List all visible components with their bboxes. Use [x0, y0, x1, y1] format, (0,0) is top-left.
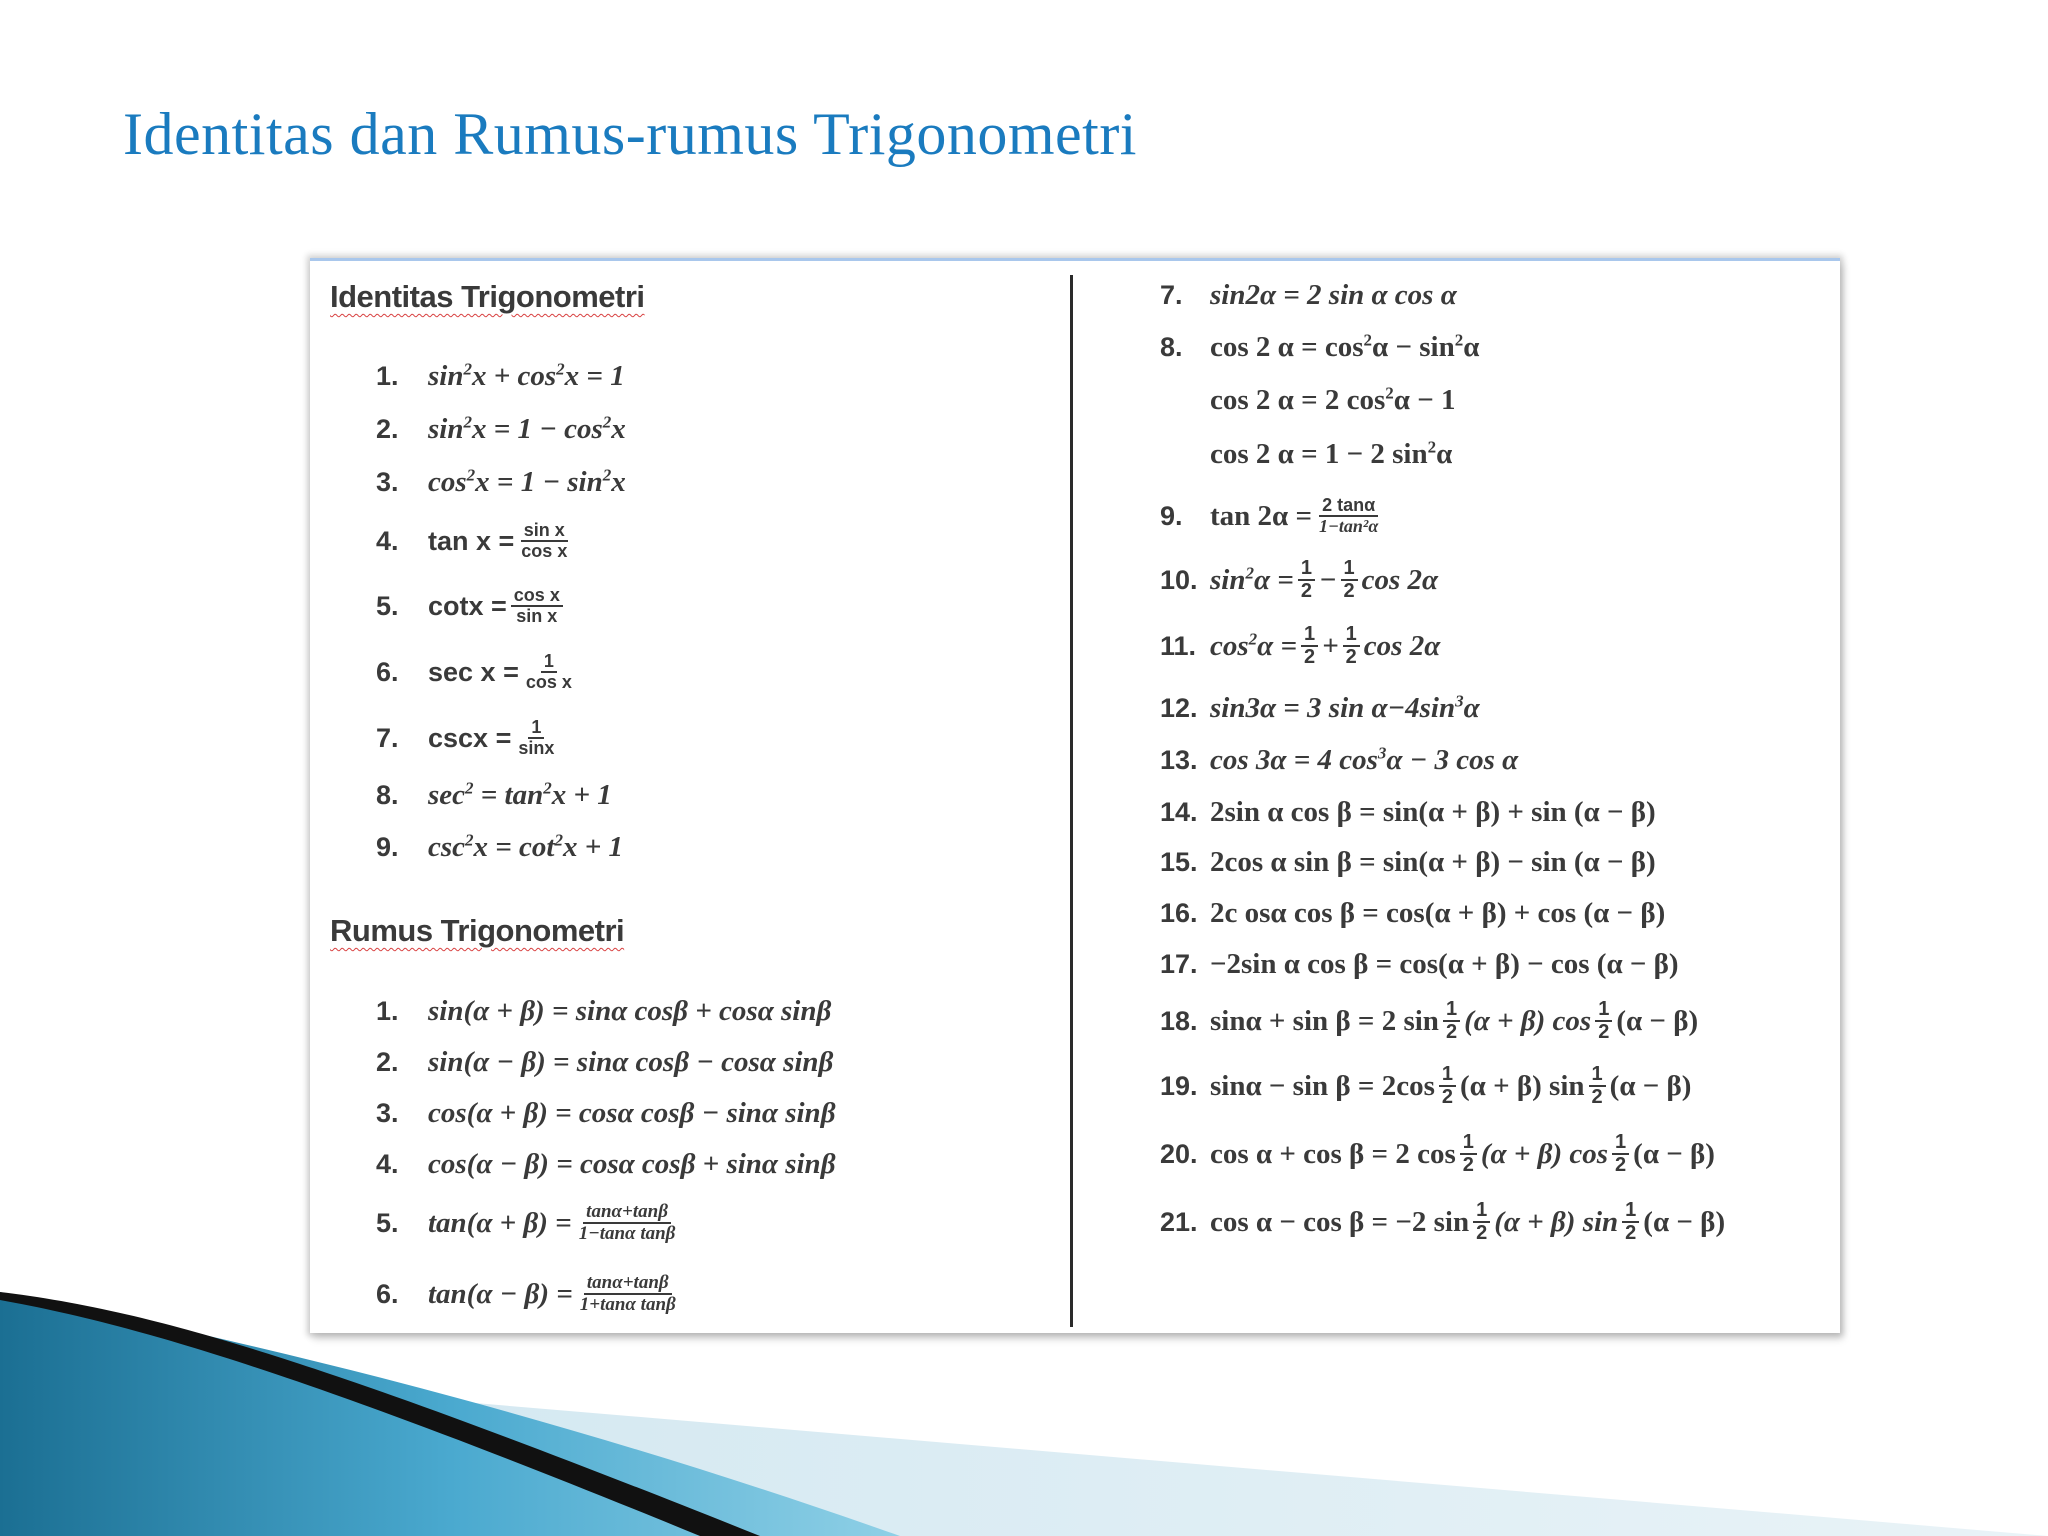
identity-number: 1.: [376, 360, 399, 391]
formula-sheet: [310, 258, 1840, 1333]
identity-8: 8. $\sec^2 = \tan^2x + 1$: [376, 777, 612, 811]
rumus-7: 7. sin2α = 2 sin α cos α: [1160, 278, 1457, 311]
identity-4: 4. tan x = $\frac{\text{sin x}}{\text{cos x}}$: [376, 520, 568, 561]
identity-7: 7. cscx = $\frac{1}{\sin x}$: [376, 717, 555, 758]
identity-6: 6. sec x = $\frac{1}{\text{cos x}}$: [376, 651, 572, 692]
rumus-9: 9. tan 2α = $\frac{2 \tan\alpha}{\text{1−tan²α}}$: [1160, 495, 1379, 536]
column-divider: [1070, 275, 1073, 1327]
rumus-19: 19. sinα − sin β = 2cos $\frac{1}{2}$ (α + β) sin $\frac{1}{2}$ (α − β): [1160, 1063, 1692, 1108]
rumus-21: 21. cos α − cos β = −2 sin $\frac{1}{2}$ (α + β) sin $\frac{1}{2}$ (α − β): [1160, 1199, 1726, 1244]
rumus-4: 4. cos(α − β) = cosα cosβ + sinα sinβ: [376, 1147, 836, 1180]
identity-5: 5. cotx = $\frac{\text{cos x}}{\text{sin x}}$: [376, 581, 567, 631]
rumus-3: 3. cos(α + β) = cosα cosβ − sinα sinβ: [376, 1096, 836, 1129]
rumus-17: 17. −2sin α cos β = cos(α + β) − cos (α − β): [1160, 947, 1679, 980]
heading-rumus: Rumus Trigonometri: [330, 913, 625, 948]
rumus-10: 10. $\sin^2\alpha$ = $\frac{1}{2}$ − $\frac{1}{2}$ cos 2α: [1160, 557, 1439, 602]
identity-2: 2. $\sin^2x = 1 - \cos^2x$: [376, 411, 626, 445]
rumus-12: 12. sin3α = 3 $\sin \alpha-4\sin^3\alpha$: [1160, 690, 1480, 724]
identity-9: 9. $\csc^2x = \cot^2x + 1$: [376, 829, 624, 863]
rumus-5: 5. tan(α + β) = $\frac{\tan\alpha+\tan\beta}{\text{1−tanα tanβ}}$: [376, 1201, 676, 1244]
rumus-8a: 8. cos 2 $\alpha = \cos^2\alpha - \sin^2\alpha$: [1160, 329, 1480, 363]
rumus-8c: cos 2 α = 1 − 2 $\sin^2\alpha$: [1210, 436, 1453, 470]
rumus-6: 6. tan(α − β) = $\frac{\tan\alpha+\tan\beta}{\text{1+tanα tanβ}}$: [376, 1272, 676, 1315]
rumus-2: 2. sin(α − β) = sinα cosβ − cosα sinβ: [376, 1045, 834, 1078]
identity-number: 3.: [376, 466, 399, 497]
rumus-1: 1. sin(α + β) = sinα cosβ + cosα sinβ: [376, 994, 832, 1027]
rumus-14: 14. 2sin α cos β = sin(α + β) + sin (α − β): [1160, 795, 1656, 828]
rumus-20: 20. cos α + cos β = 2 cos $\frac{1}{2}$ (α + β) cos $\frac{1}{2}$ (α − β): [1160, 1131, 1715, 1176]
identity-number: 2.: [376, 413, 399, 444]
rumus-11: 11. $\cos^2\alpha$ = $\frac{1}{2}$ + $\frac{1}{2}$ cos 2α: [1160, 623, 1441, 668]
rumus-16: 16. 2c osα cos β = cos(α + β) + cos (α − β): [1160, 896, 1666, 929]
slide-title: Identitas dan Rumus-rumus Trigonometri: [123, 101, 1137, 167]
rumus-8b: cos 2 α = 2 $\cos^2\alpha - 1$: [1210, 382, 1456, 416]
identity-1: 1. $\sin^2x + \cos^2x = 1$: [376, 358, 625, 392]
rumus-13: 13. cos 3α = 4 $\cos^3\alpha - 3$ cos α: [1160, 742, 1519, 776]
heading-identitas: Identitas Trigonometri: [330, 279, 645, 314]
rumus-18: 18. sinα + sin β = 2 sin $\frac{1}{2}$ (α + β) cos $\frac{1}{2}$ (α − β): [1160, 998, 1699, 1043]
rumus-15: 15. 2cos α sin β = sin(α + β) − sin (α − β): [1160, 845, 1656, 878]
identity-3: 3. $\cos^2x = 1 - \sin^2x$: [376, 464, 626, 498]
